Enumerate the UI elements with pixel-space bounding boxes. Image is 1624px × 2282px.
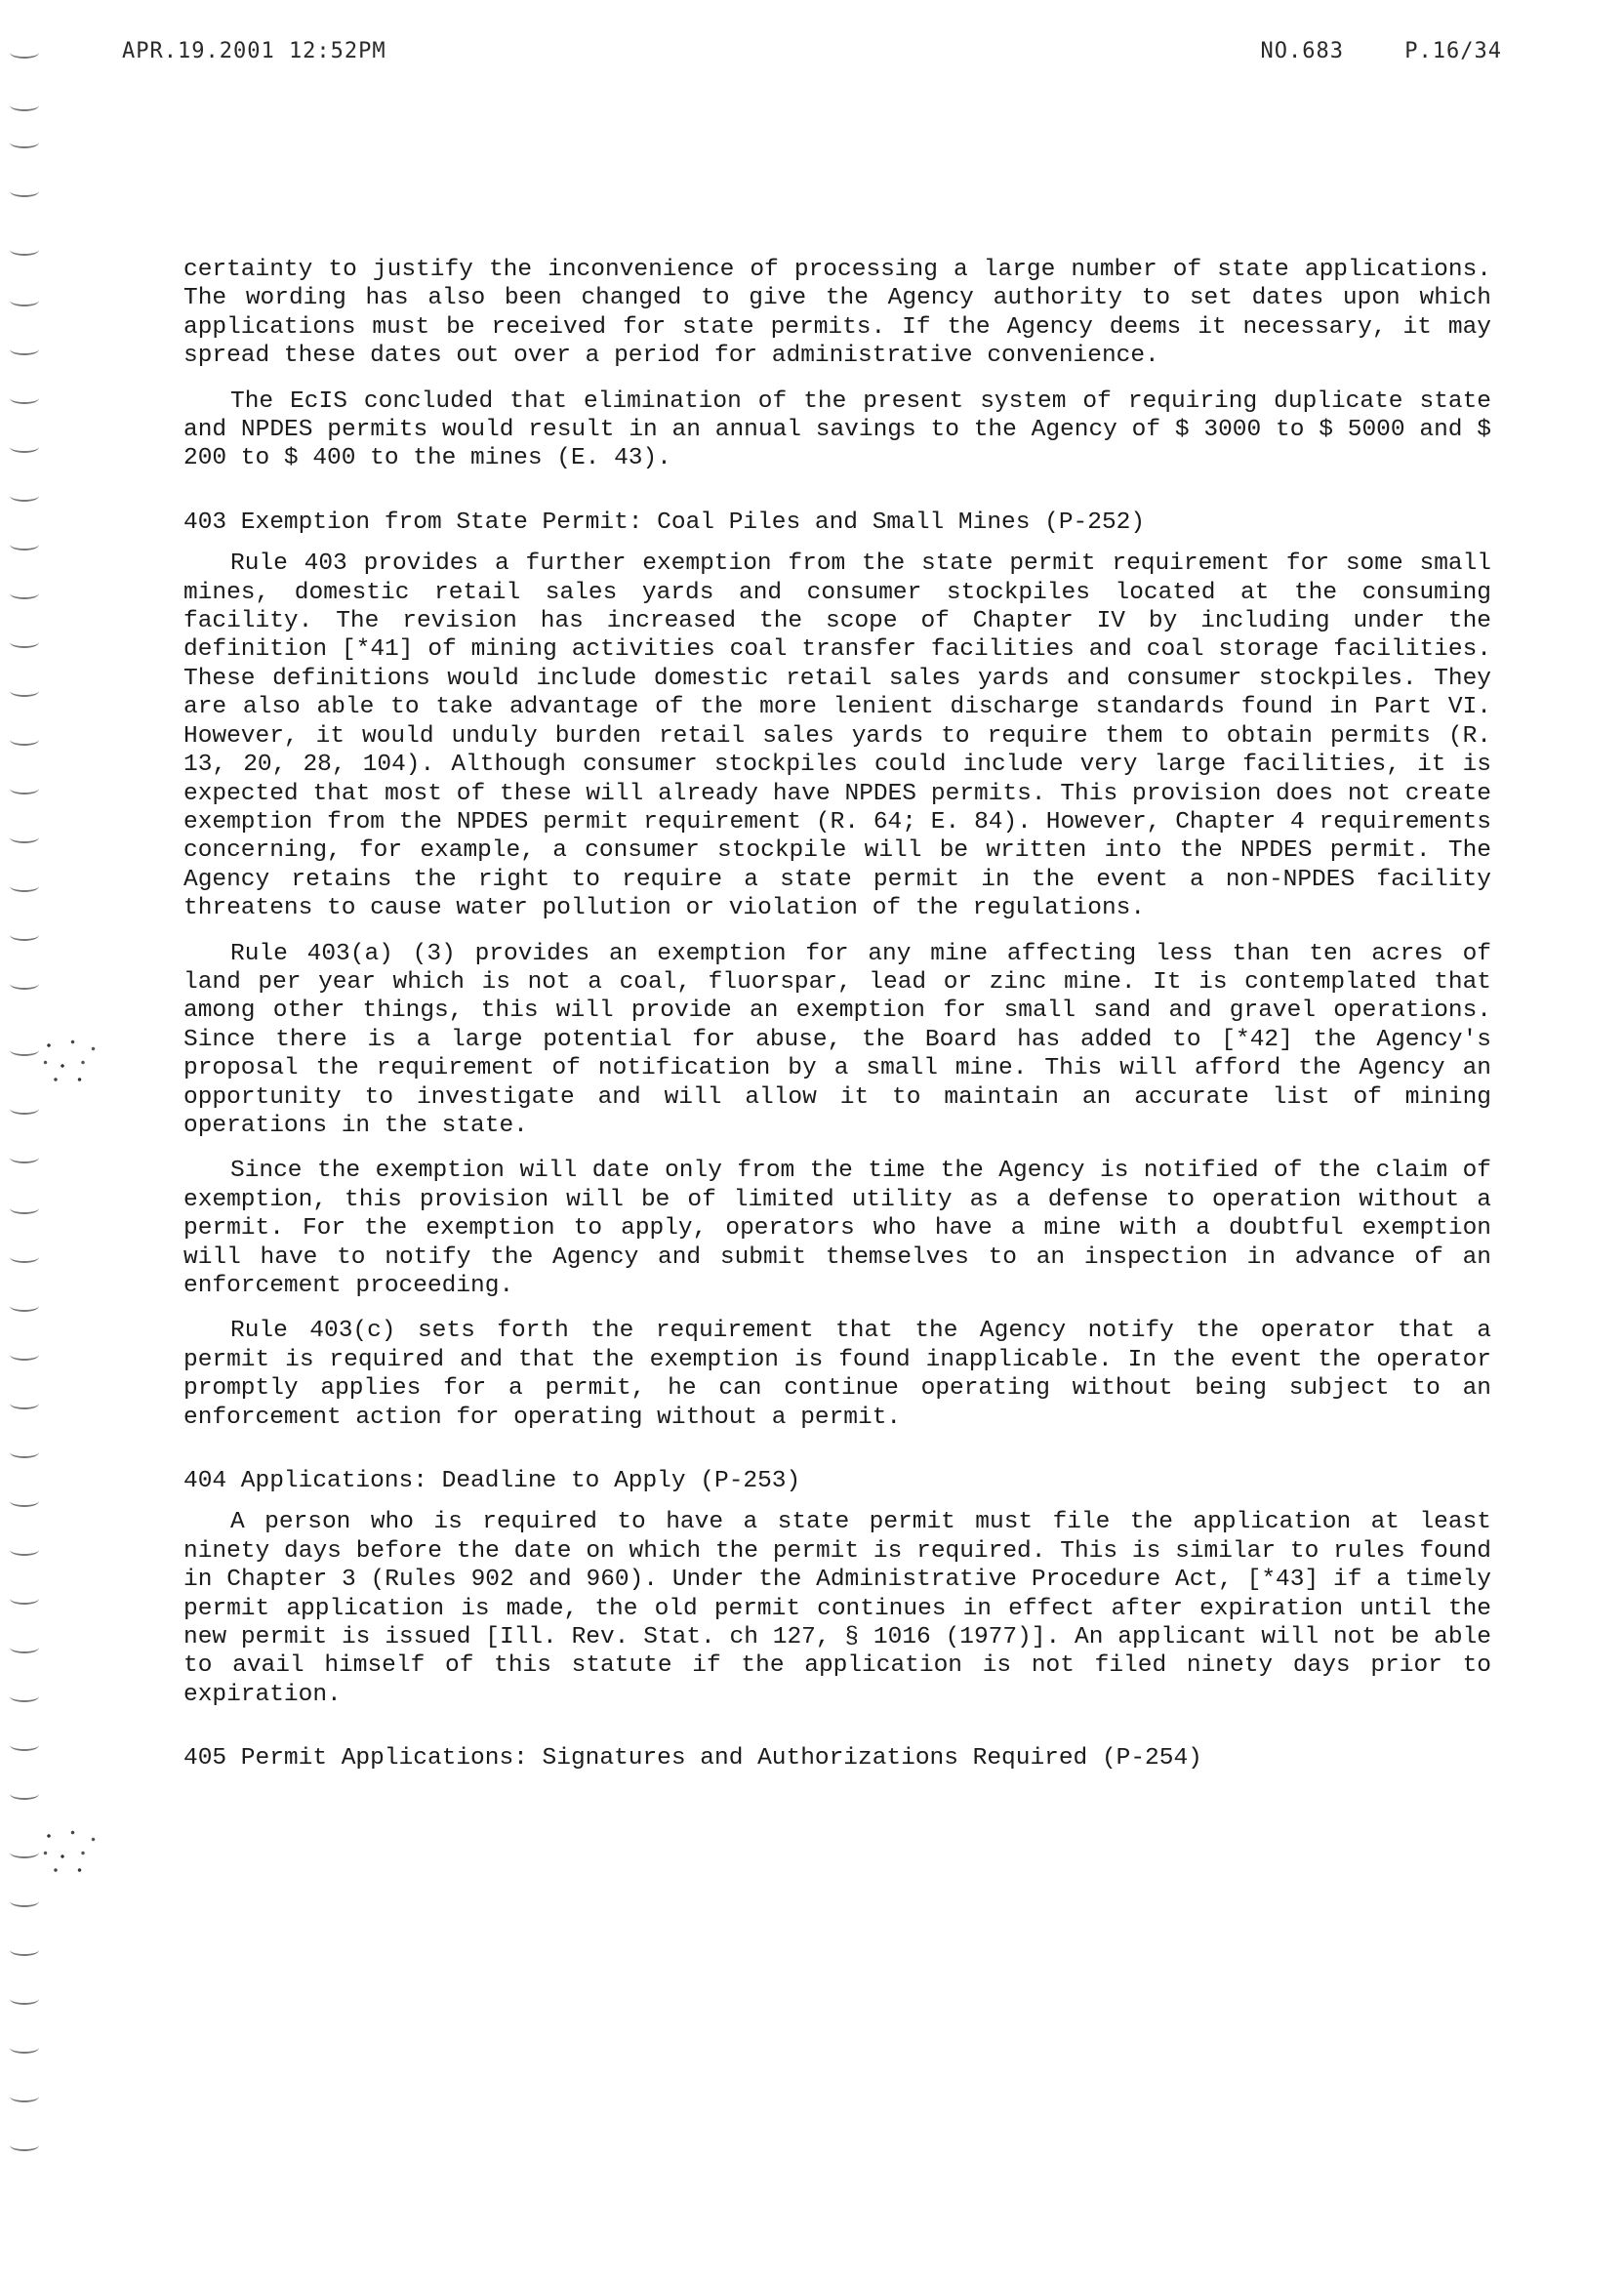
binder-mark [10, 1152, 39, 1163]
binder-mark [10, 978, 39, 990]
fax-page-number: P.16/34 [1404, 39, 1502, 63]
binder-mark [10, 1739, 39, 1751]
binder-mark [10, 880, 39, 892]
paragraph: Rule 403(a) (3) provides an exemption for any mine affecting less than ten acres of land per year which is not a coal, fluorspar, lead or zinc mine. It is contemplated that among other things, this will provide an exemption for small sand and gravel operations. Since there is a large potential for abuse, the Board has added to [*42] the Agency's proposal the requirement of notification by a small mine. This will afford the Agency an opportunity to investigate and will allow it to maintain an accurate list of mining operations in the state. [183, 940, 1491, 1139]
binder-mark [10, 1202, 39, 1214]
binder-mark [10, 1944, 39, 1956]
binder-mark [10, 1349, 39, 1361]
binder-mark [10, 1691, 39, 1702]
binder-mark [10, 244, 39, 256]
binder-mark [10, 929, 39, 941]
fax-page-info [1214, 39, 1502, 63]
binder-mark [10, 1642, 39, 1653]
binder-mark [10, 1993, 39, 2005]
binder-mark [10, 1044, 39, 1056]
binder-mark [10, 392, 39, 404]
paragraph: certainty to justify the inconvenience of processing a large number of state applications. The wording has also been changed to give the Agency authority to set dates upon which applications must be received for state permits. If the Agency deems it necessary, it may spread these dates out over a period for administrative convenience. [183, 257, 1491, 370]
binder-mark [10, 588, 39, 599]
binder-mark [10, 1251, 39, 1263]
fax-header [122, 39, 1502, 72]
binder-mark [10, 185, 39, 197]
binder-mark [10, 1788, 39, 1800]
binder-mark [10, 734, 39, 746]
paragraph: The EcIS concluded that elimination of the present system of requiring duplicate state and NPDES permits would result in an annual savings to the Agency of $ 3000 to $ 5000 and $ 200 to $ 400 to the mines (E. 43). [183, 387, 1491, 472]
document-body [183, 256, 1491, 1786]
binder-mark [10, 2091, 39, 2102]
binder-mark [10, 1544, 39, 1556]
binder-mark [10, 295, 39, 306]
scan-speckle [35, 1815, 103, 1884]
binder-mark [10, 2042, 39, 2054]
binder-mark [10, 490, 39, 502]
binder-hole-marks [6, 39, 64, 2147]
binder-mark [10, 636, 39, 648]
binder-mark [10, 137, 39, 148]
binder-mark [10, 441, 39, 453]
binder-mark [10, 47, 39, 59]
paragraph: Rule 403(c) sets forth the requirement that the Agency notify the operator that a permit is required and that the exemption is found inapplicable. In the event the operator promptly applies for a permit, he can continue operating without being subject to an enforcement action for operating without a permit. [183, 1318, 1491, 1431]
section-heading-405: 405 Permit Applications: Signatures and Authorizations Required (P-254) [183, 1745, 1202, 1773]
binder-mark [10, 1847, 39, 1858]
fax-datetime: APR.19.2001 12:52PM [122, 39, 386, 63]
binder-mark [10, 783, 39, 795]
binder-mark [10, 832, 39, 843]
binder-mark [10, 539, 39, 550]
binder-mark [10, 1398, 39, 1409]
binder-mark [10, 685, 39, 697]
binder-mark [10, 1895, 39, 1907]
scan-speckle [35, 1025, 103, 1093]
binder-mark [10, 100, 39, 111]
section-heading-403: 403 Exemption from State Permit: Coal Piles and Small Mines (P-252) [183, 509, 1146, 536]
binder-mark [10, 344, 39, 355]
binder-mark [10, 1447, 39, 1458]
section-heading-404: 404 Applications: Deadline to Apply (P-253) [183, 1468, 801, 1495]
binder-mark [10, 1300, 39, 1312]
fax-number: NO.683 [1260, 39, 1345, 63]
binder-mark [10, 1495, 39, 1507]
paragraph: A person who is required to have a state permit must file the application at least ninety days before the date on which the permit is required. This is similar to rules found in Chapter 3 (Rules 902 and 960). Under the Administrative Procedure Act, [*43] if a timely permit application is made, the old permit continues in effect after expiration until the new permit is issued [Ill. Rev. Stat. ch 127, § 1016 (1977)]. An applicant will not be able to avail himself of this statute if the application is not filed ninety days prior to expiration. [183, 1509, 1491, 1708]
binder-mark [10, 1103, 39, 1115]
binder-mark [10, 2139, 39, 2151]
binder-mark [10, 1593, 39, 1605]
paragraph: Since the exemption will date only from the time the Agency is notified of the claim of exemption, this provision will be of limited utility as a defense to operation without a permit. For the exemption to apply, operators who have a mine with a doubtful exemption will have to notify the Agency and submit themselves to an inspection in advance of an enforcement proceeding. [183, 1158, 1491, 1299]
paragraph: Rule 403 provides a further exemption from the state permit requirement for some small mines, domestic retail sales yards and consumer stockpiles located at the consuming facility. The revision has increased the scope of Chapter IV by including under the definition [*41] of mining activities coal transfer facilities and coal storage facilities. These definitions would include domestic retail sales yards and consumer stockpiles. They are also able to take advantage of the more lenient discharge standards found in Part VI. However, it would unduly burden retail sales yards to require them to obtain permits (R. 13, 20, 28, 104). Although consumer stockpiles could include very large facilities, it is expected that most of these will already have NPDES permits. This provision does not create exemption from the NPDES permit requirement (R. 64; E. 84). However, Chapter 4 requirements concerning, for example, a consumer stockpile will be written into the NPDES permit. The Agency retains the right to require a state permit in the event a non-NPDES facility threatens to cause water pollution or violation of the regulations. [183, 550, 1491, 922]
